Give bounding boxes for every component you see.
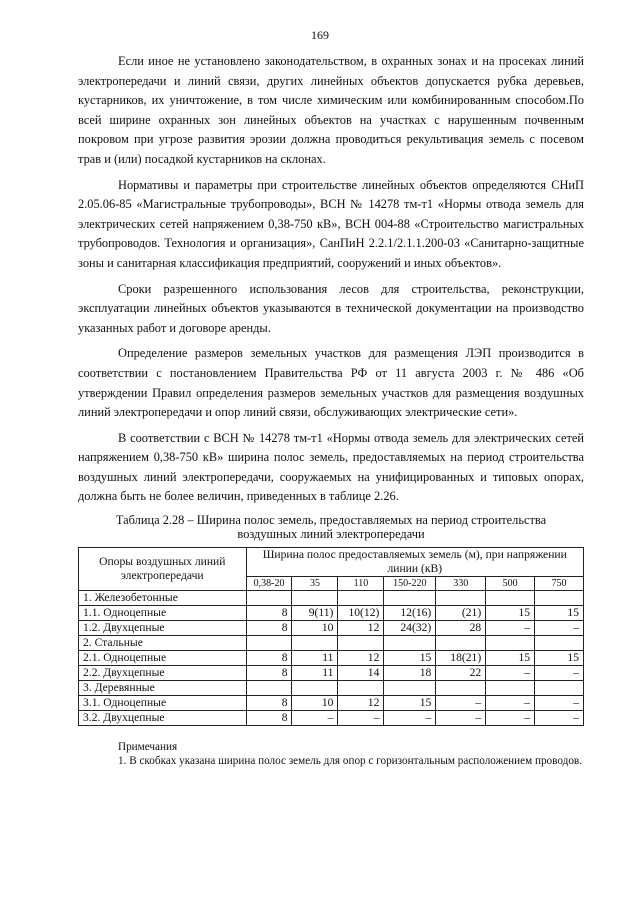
voltage-header: 0,38-20 <box>246 577 292 591</box>
table-cell: 10(12) <box>338 606 384 621</box>
table-cell <box>292 681 338 696</box>
table-cell <box>535 591 584 606</box>
table-caption-line: воздушных линий электропередачи <box>237 527 425 542</box>
table-header-row <box>79 548 584 577</box>
table-cell <box>338 681 384 696</box>
row-label: 1.2. Двухцепные <box>79 621 247 636</box>
table-cell: – <box>486 666 535 681</box>
table-cell: – <box>535 621 584 636</box>
group-label: 2. Стальные <box>79 636 247 651</box>
table-row <box>79 651 584 666</box>
table-cell <box>246 636 292 651</box>
table-cell: 18 <box>384 666 436 681</box>
table-cell: – <box>535 711 584 726</box>
table-cell <box>246 591 292 606</box>
table-cell: – <box>338 711 384 726</box>
land-width-table <box>78 547 584 726</box>
table-cell: 15 <box>535 651 584 666</box>
table-cell <box>486 591 535 606</box>
table-cell: 15 <box>486 606 535 621</box>
table-cell: – <box>535 666 584 681</box>
table-cell <box>292 636 338 651</box>
document-body <box>78 52 584 768</box>
table-cell: 22 <box>436 666 486 681</box>
table-cell <box>384 636 436 651</box>
table-cell: 8 <box>246 606 292 621</box>
table-cell: 15 <box>486 651 535 666</box>
table-cell: 15 <box>384 651 436 666</box>
table-cell: – <box>436 711 486 726</box>
row-label: 2.1. Одноцепные <box>79 651 247 666</box>
table-row <box>79 606 584 621</box>
table-cell <box>436 636 486 651</box>
table-caption-line: Таблица 2.28 – Ширина полос земель, предоставляемых на период строительства <box>115 513 547 528</box>
table-group-row <box>79 636 584 651</box>
table-row <box>79 711 584 726</box>
table-cell: 28 <box>436 621 486 636</box>
table-body <box>79 591 584 726</box>
table-row <box>79 621 584 636</box>
paragraph: В соответствии с ВСН № 14278 тм-т1 «Нормы отвода земель для электрических сетей напряжением 0,38-750 кВ» ширина полос земель, предоставляемых на период строительства воздушных линий электропередачи, сооружаемых на унифицированных и типовых опорах, должна быть не более величин, приведенных в таблице 2.26. <box>78 430 584 504</box>
table-cell: 14 <box>338 666 384 681</box>
paragraph: Определение размеров земельных участков для размещения ЛЭП производится в соответствии с постановлением Правительства РФ от 11 августа 2003 г. № 486 «Об утверждении Правил определения размеров земельных участков для размещения воздушных линий электропередачи и опор линий связи, обслуживающих электрические сети». <box>78 346 584 420</box>
row-label: 3.2. Двухцепные <box>79 711 247 726</box>
page-number: 169 <box>311 28 329 42</box>
table-cell <box>384 591 436 606</box>
table-cell: – <box>436 696 486 711</box>
table-cell: – <box>486 696 535 711</box>
table-cell: 11 <box>292 651 338 666</box>
voltage-header: 500 <box>486 577 535 591</box>
table-cell: – <box>292 711 338 726</box>
table-cell <box>246 681 292 696</box>
table-cell: 8 <box>246 651 292 666</box>
note-item: 1. В скобках указана ширина полос земель для опор с горизонтальным расположением проводов. <box>118 755 582 768</box>
table-cell: (21) <box>436 606 486 621</box>
group-label: 3. Деревянные <box>79 681 247 696</box>
table-cell: – <box>486 711 535 726</box>
voltage-header: 750 <box>535 577 584 591</box>
table-cell: 12 <box>338 621 384 636</box>
paragraph: Сроки разрешенного использования лесов для строительства, реконструкции, эксплуатации линейных объектов указываются в технической документации на производство указанных работ и договоре аренды. <box>78 281 584 335</box>
table-row <box>79 666 584 681</box>
table-cell: – <box>535 696 584 711</box>
row-label: 2.2. Двухцепные <box>79 666 247 681</box>
notes <box>78 740 584 768</box>
table-cell: 24(32) <box>384 621 436 636</box>
voltage-header: 35 <box>292 577 338 591</box>
paragraph: Если иное не установлено законодательством, в охранных зонах и на просеках линий электропередачи и линий связи, других линейных объектов допускается рубка деревьев, кустарников, их уничтожение, в том числе химическим или комбинированным способом.По всей ширине охранных зон линейных объектов на участках с нарушенным почвенным покровом при угрозе развития эрозии должна проводиться рекультивация земель с посевом трав и (или) посадкой кустарников на склонах. <box>78 54 584 166</box>
table-group-row <box>79 591 584 606</box>
voltage-header: 110 <box>338 577 384 591</box>
table-cell <box>338 591 384 606</box>
voltage-header: 330 <box>436 577 486 591</box>
table-cell: 18(21) <box>436 651 486 666</box>
paragraph: Нормативы и параметры при строительстве линейных объектов определяются СНиП 2.05.06-85 «Магистральные трубопроводы», ВСН № 14278 тм-т1 «Нормы отвода земель для электрических сетей напряжением 0,38-750 кВ», ВСН 004-88 «Строительство магистральных трубопроводов. Технология и организация», СанПиН 2.2.1/2.1.1.200-03 «Санитарно-защитные зоны и санитарная классификация предприятий, сооружений и иных объектов». <box>78 177 584 270</box>
table-cell: 12 <box>338 651 384 666</box>
table-cell <box>384 681 436 696</box>
group-label: 1. Железобетонные <box>79 591 247 606</box>
voltage-header: 150-220 <box>384 577 436 591</box>
table-cell: 15 <box>535 606 584 621</box>
table-cell: 10 <box>292 696 338 711</box>
table-cell <box>338 636 384 651</box>
table-cell: 8 <box>246 621 292 636</box>
table-cell: 10 <box>292 621 338 636</box>
table-group-row <box>79 681 584 696</box>
table-cell: – <box>486 621 535 636</box>
table-cell <box>535 681 584 696</box>
table-cell <box>535 636 584 651</box>
row-label: 3.1. Одноцепные <box>79 696 247 711</box>
notes-title: Примечания <box>118 741 178 754</box>
table-cell <box>436 681 486 696</box>
table-row <box>79 696 584 711</box>
table-cell: 15 <box>384 696 436 711</box>
table-cell: 8 <box>246 711 292 726</box>
table-cell: 8 <box>246 696 292 711</box>
table-cell <box>292 591 338 606</box>
table-cell <box>436 591 486 606</box>
table-cell: 11 <box>292 666 338 681</box>
width-header: Ширина полос предоставляемых земель (м), при напряжении линии (кВ) <box>246 548 583 577</box>
table-cell <box>486 681 535 696</box>
row-label: 1.1. Одноцепные <box>79 606 247 621</box>
table-cell: 8 <box>246 666 292 681</box>
table-cell: – <box>384 711 436 726</box>
table-cell: 9(11) <box>292 606 338 621</box>
table-caption <box>78 513 584 541</box>
table-cell: 12(16) <box>384 606 436 621</box>
support-type-header: Опоры воздушных линий электропередачи <box>79 548 247 591</box>
table-cell: 12 <box>338 696 384 711</box>
table-cell <box>486 636 535 651</box>
